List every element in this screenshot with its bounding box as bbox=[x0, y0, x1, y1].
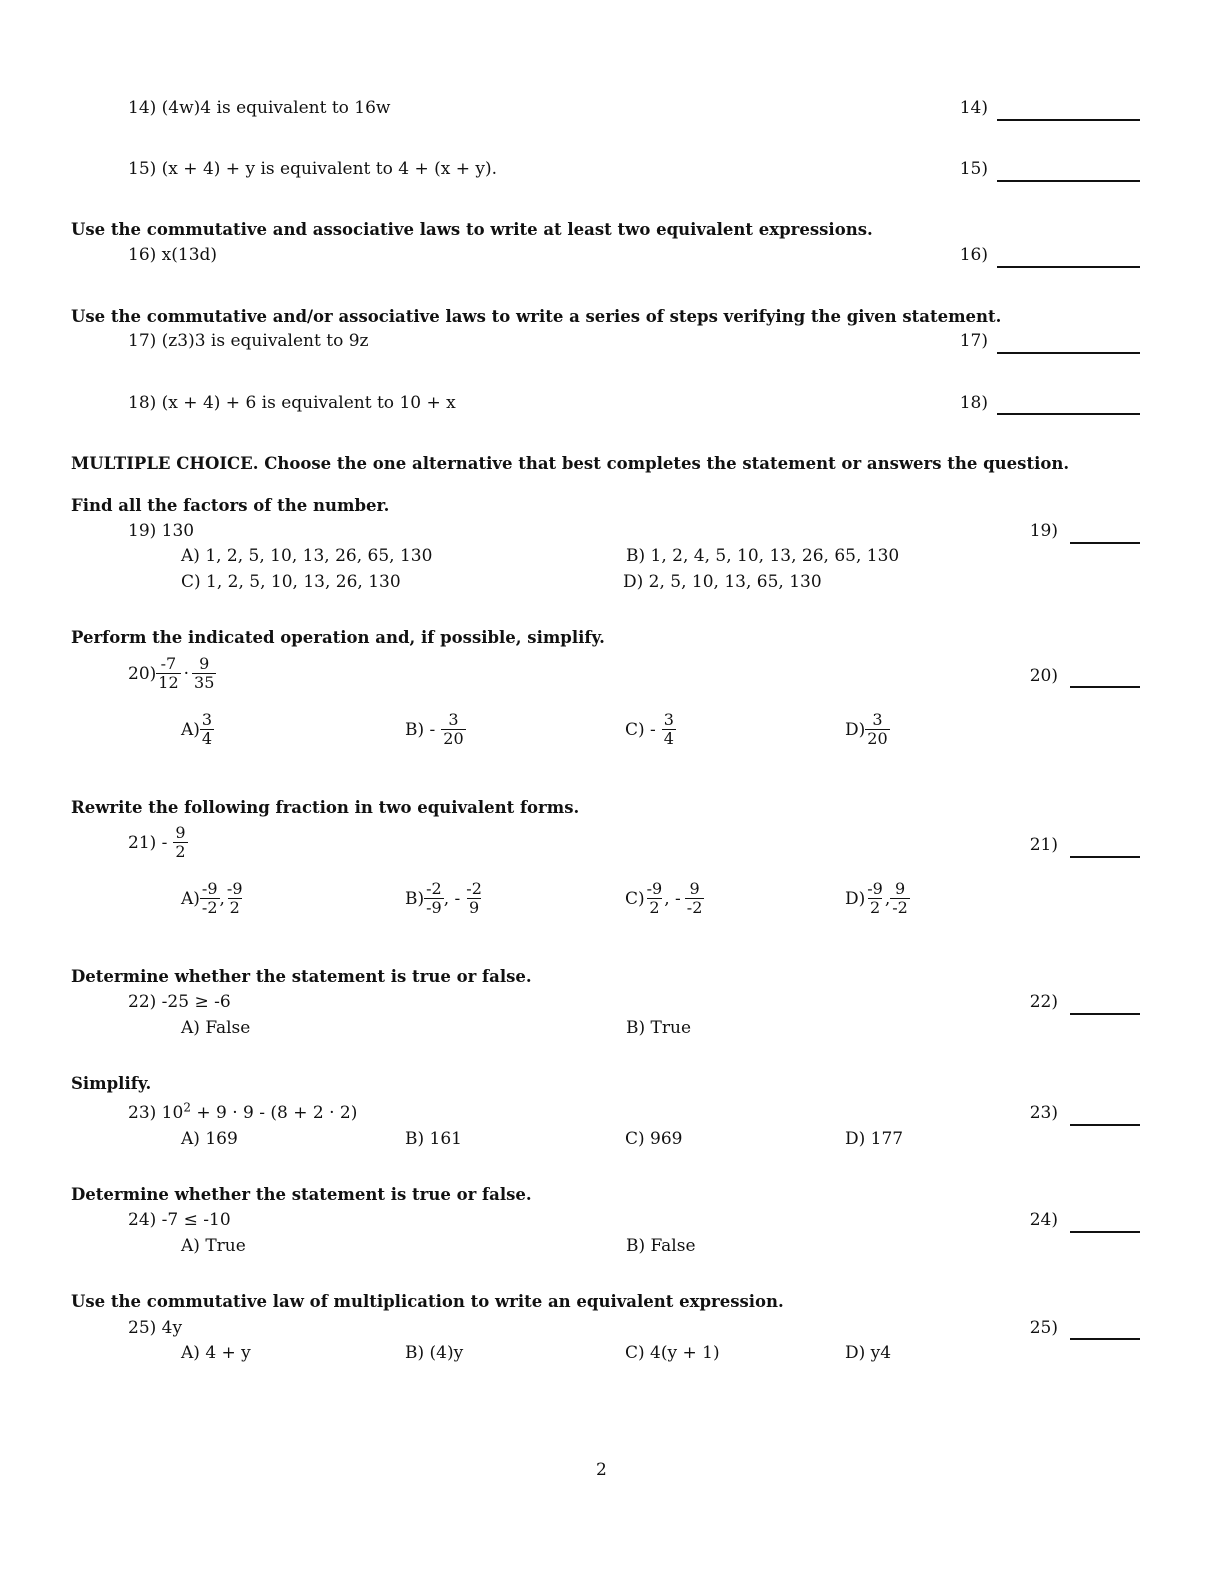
fraction bbox=[685, 880, 705, 917]
answer-blank-15[interactable] bbox=[997, 180, 1140, 182]
question-23-post: + 9 · 9 - (8 + 2 · 2) bbox=[190, 1103, 358, 1123]
choice-letter: A) bbox=[181, 888, 200, 909]
denominator: -2 bbox=[892, 898, 908, 917]
choice-21-d[interactable] bbox=[845, 880, 910, 917]
question-19-text: 19) 130 bbox=[128, 521, 195, 541]
question-22-number: 22) bbox=[1029, 992, 1058, 1012]
choice-25-d[interactable]: D) y4 bbox=[845, 1343, 892, 1363]
separator: , - bbox=[664, 888, 681, 909]
instruction-simplify: Simplify. bbox=[71, 1074, 152, 1093]
question-23-number: 23) bbox=[1029, 1103, 1058, 1123]
question-14-number: 14) bbox=[959, 98, 988, 118]
denominator: 35 bbox=[194, 673, 215, 692]
fraction-9-35 bbox=[192, 655, 216, 692]
instruction-commutative-associative: Use the commutative and associative laws to write at least two equivalent expressions. bbox=[71, 220, 873, 239]
page-number: 2 bbox=[596, 1460, 607, 1480]
choice-20-c[interactable] bbox=[625, 711, 676, 748]
answer-blank-24[interactable] bbox=[1070, 1231, 1140, 1233]
answer-blank-14[interactable] bbox=[997, 119, 1140, 121]
numerator: 3 bbox=[201, 710, 213, 729]
numerator: -9 bbox=[646, 879, 663, 898]
numerator: -9 bbox=[867, 879, 883, 898]
question-16-text: 16) x(13d) bbox=[128, 245, 218, 265]
question-16-number: 16) bbox=[959, 245, 988, 265]
choice-19-b[interactable]: B) 1, 2, 4, 5, 10, 13, 26, 65, 130 bbox=[626, 546, 900, 566]
instruction-perform-operation: Perform the indicated operation and, if possible, simplify. bbox=[71, 628, 605, 647]
numerator: -9 bbox=[226, 879, 243, 898]
numerator: 3 bbox=[448, 710, 459, 729]
question-18-text: 18) (x + 4) + 6 is equivalent to 10 + x bbox=[128, 393, 456, 413]
choice-21-c[interactable] bbox=[625, 880, 704, 917]
question-21-number: 21) bbox=[1029, 835, 1058, 855]
question-19-number: 19) bbox=[1029, 521, 1058, 541]
numerator: -9 bbox=[201, 879, 218, 898]
denominator: -9 bbox=[426, 898, 442, 917]
instruction-true-false-2: Determine whether the statement is true or false. bbox=[71, 1185, 532, 1204]
choice-25-c[interactable]: C) 4(y + 1) bbox=[625, 1343, 720, 1363]
answer-blank-18[interactable] bbox=[997, 413, 1140, 415]
answer-blank-22[interactable] bbox=[1070, 1013, 1140, 1015]
question-18-number: 18) bbox=[959, 393, 988, 413]
choice-24-b[interactable]: B) False bbox=[626, 1236, 696, 1256]
answer-blank-17[interactable] bbox=[997, 352, 1140, 354]
question-20-number: 20) bbox=[1029, 666, 1058, 686]
instruction-true-false: Determine whether the statement is true or false. bbox=[71, 967, 532, 986]
denominator: 20 bbox=[867, 729, 888, 748]
denominator: 20 bbox=[443, 729, 464, 748]
numerator: 9 bbox=[689, 879, 700, 898]
fraction-9-2 bbox=[173, 824, 187, 861]
choice-22-a[interactable]: A) False bbox=[181, 1018, 251, 1038]
answer-blank-19[interactable] bbox=[1070, 542, 1140, 544]
fraction bbox=[645, 880, 665, 917]
question-15-number: 15) bbox=[959, 159, 988, 179]
question-17-number: 17) bbox=[959, 331, 988, 351]
numerator: 9 bbox=[175, 823, 186, 842]
question-24-text: 24) -7 ≤ -10 bbox=[128, 1210, 231, 1230]
choice-23-c[interactable]: C) 969 bbox=[625, 1129, 683, 1149]
question-15-text: 15) (x + 4) + y is equivalent to 4 + (x + y). bbox=[128, 159, 498, 179]
choice-23-b[interactable]: B) 161 bbox=[405, 1129, 462, 1149]
numerator: 3 bbox=[872, 710, 883, 729]
fraction bbox=[200, 880, 220, 917]
question-23-pre: 23) 10 bbox=[128, 1103, 184, 1123]
denominator: 4 bbox=[201, 729, 213, 748]
instruction-commutative-multiplication: Use the commutative law of multiplication to write an equivalent expression. bbox=[71, 1292, 784, 1311]
denominator: 2 bbox=[175, 842, 186, 861]
fraction bbox=[441, 711, 465, 748]
fraction bbox=[225, 880, 245, 917]
denominator: 2 bbox=[229, 898, 240, 917]
choice-letter: C) bbox=[625, 888, 645, 909]
answer-blank-25[interactable] bbox=[1070, 1338, 1140, 1340]
choice-19-c[interactable]: C) 1, 2, 5, 10, 13, 26, 130 bbox=[181, 572, 401, 592]
choice-19-d[interactable]: D) 2, 5, 10, 13, 65, 130 bbox=[623, 572, 822, 592]
separator: , bbox=[219, 888, 225, 909]
choice-24-a[interactable]: A) True bbox=[181, 1236, 246, 1256]
denominator: 2 bbox=[869, 898, 881, 917]
numerator: 9 bbox=[894, 879, 906, 898]
question-21-label: 21) - bbox=[128, 832, 168, 853]
question-24-number: 24) bbox=[1029, 1210, 1058, 1230]
question-25-text: 25) 4y bbox=[128, 1318, 183, 1338]
choice-20-b[interactable] bbox=[405, 711, 466, 748]
choice-25-a[interactable]: A) 4 + y bbox=[181, 1343, 251, 1363]
separator: , bbox=[884, 888, 891, 909]
choice-letter: D) bbox=[845, 888, 866, 909]
instruction-rewrite-fraction: Rewrite the following fraction in two equivalent forms. bbox=[71, 798, 580, 817]
question-17-text: 17) (z3)3 is equivalent to 9z bbox=[128, 331, 369, 351]
choice-20-a[interactable] bbox=[181, 711, 214, 748]
numerator: 3 bbox=[663, 710, 674, 729]
choice-letter: B) - bbox=[405, 719, 436, 740]
choice-21-a[interactable] bbox=[181, 880, 245, 917]
fraction bbox=[200, 711, 214, 748]
fraction bbox=[662, 711, 676, 748]
choice-23-d[interactable]: D) 177 bbox=[845, 1129, 904, 1149]
denominator: -2 bbox=[686, 898, 703, 917]
multiple-choice-header: MULTIPLE CHOICE. Choose the one alternative that best completes the statement or answers the question. bbox=[71, 454, 1070, 473]
fraction-neg7-12 bbox=[156, 655, 180, 692]
answer-blank-16[interactable] bbox=[997, 266, 1140, 268]
exponent: 2 bbox=[183, 1100, 191, 1115]
instruction-series-of-steps: Use the commutative and/or associative laws to write a series of steps verifying the given statement. bbox=[71, 307, 1002, 326]
multiply-dot: · bbox=[183, 663, 190, 684]
choice-20-d[interactable] bbox=[845, 711, 890, 748]
choice-letter: D) bbox=[845, 719, 866, 740]
choice-25-b[interactable]: B) (4)y bbox=[405, 1343, 464, 1363]
denominator: -2 bbox=[201, 898, 218, 917]
numerator: -2 bbox=[426, 879, 442, 898]
fraction bbox=[464, 880, 484, 917]
instruction-find-factors: Find all the factors of the number. bbox=[71, 496, 390, 515]
fraction bbox=[890, 880, 910, 917]
choice-22-b[interactable]: B) True bbox=[626, 1018, 692, 1038]
question-25-number: 25) bbox=[1029, 1318, 1058, 1338]
question-22-text: 22) -25 ≥ -6 bbox=[128, 992, 231, 1012]
separator: , - bbox=[443, 888, 461, 909]
denominator: 2 bbox=[649, 898, 660, 917]
fraction bbox=[424, 880, 444, 917]
question-14-text: 14) (4w)4 is equivalent to 16w bbox=[128, 98, 391, 118]
answer-blank-23[interactable] bbox=[1070, 1124, 1140, 1126]
answer-blank-20[interactable] bbox=[1070, 686, 1140, 688]
choice-19-a[interactable]: A) 1, 2, 5, 10, 13, 26, 65, 130 bbox=[181, 546, 433, 566]
denominator: 9 bbox=[468, 898, 480, 917]
numerator: -2 bbox=[466, 879, 482, 898]
numerator: 9 bbox=[199, 654, 210, 673]
question-20-expression bbox=[128, 655, 216, 692]
denominator: 12 bbox=[158, 673, 179, 692]
question-20-label: 20) bbox=[128, 663, 157, 684]
question-23-text bbox=[128, 1100, 358, 1123]
answer-blank-21[interactable] bbox=[1070, 856, 1140, 858]
choice-letter: C) - bbox=[625, 719, 656, 740]
denominator: 4 bbox=[663, 729, 674, 748]
choice-letter: A) bbox=[181, 719, 200, 740]
choice-letter: B) bbox=[405, 888, 425, 909]
choice-21-b[interactable] bbox=[405, 880, 484, 917]
question-21-expression bbox=[128, 824, 188, 861]
fraction bbox=[865, 880, 885, 917]
fraction bbox=[865, 711, 889, 748]
numerator: -7 bbox=[160, 654, 177, 673]
choice-23-a[interactable]: A) 169 bbox=[181, 1129, 238, 1149]
